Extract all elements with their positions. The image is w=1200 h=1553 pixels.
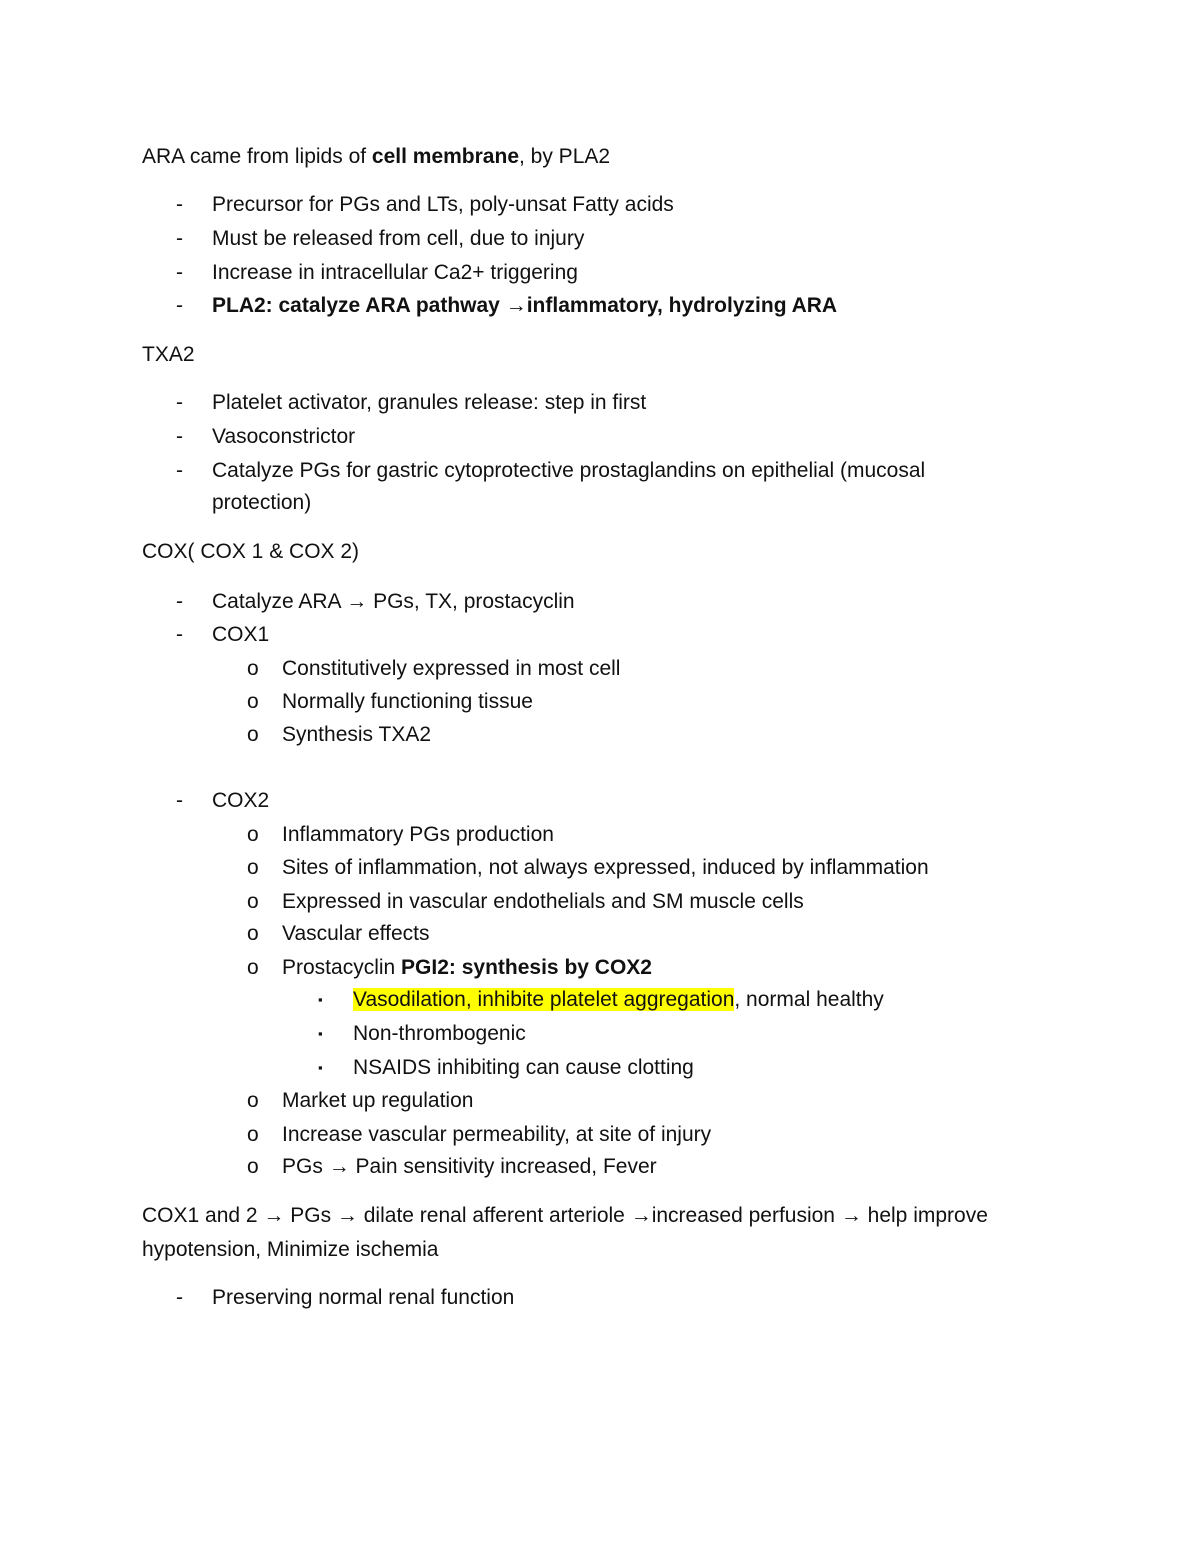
circle-bullet: o xyxy=(247,856,259,879)
pgs-text-end: Pain sensitivity increased, Fever xyxy=(349,1155,657,1178)
catalyze-text: Catalyze ARA xyxy=(212,590,347,613)
arrow-icon: → xyxy=(630,1204,652,1227)
arrow-icon: → xyxy=(336,1204,358,1227)
list-item: Constitutively expressed in most cell xyxy=(282,657,621,680)
renal-heading xyxy=(142,1203,988,1229)
list-item: Increase vascular permeability, at site of injury xyxy=(282,1123,712,1146)
dash-bullet: - xyxy=(176,193,183,216)
circle-bullet: o xyxy=(247,922,259,945)
highlighted-text: Vasodilation, inhibite platelet aggregation xyxy=(353,988,735,1011)
square-bullet: ▪ xyxy=(318,1026,323,1041)
circle-bullet: o xyxy=(247,1155,259,1178)
list-item-bold xyxy=(212,293,837,319)
dash-bullet: - xyxy=(176,590,183,613)
renal-text-3: dilate renal afferent arteriole xyxy=(357,1204,631,1227)
circle-bullet: o xyxy=(247,723,259,746)
square-bullet: ▪ xyxy=(318,992,323,1007)
circle-bullet: o xyxy=(247,1123,259,1146)
dash-bullet: - xyxy=(176,1286,183,1309)
arrow-icon: → xyxy=(263,1204,285,1227)
arrow-icon: → xyxy=(328,1155,350,1178)
renal-text-1: COX1 and 2 xyxy=(142,1204,264,1227)
circle-bullet: o xyxy=(247,956,259,979)
list-item: Precursor for PGs and LTs, poly-unsat Fatty acids xyxy=(212,193,674,216)
list-item: Vascular effects xyxy=(282,922,430,945)
renal-text-5: help improve xyxy=(861,1204,988,1227)
circle-bullet: o xyxy=(247,657,259,680)
dash-bullet: - xyxy=(176,789,183,812)
cox-heading: COX( COX 1 & COX 2) xyxy=(142,540,360,563)
pla2-text: PLA2: catalyze ARA pathway xyxy=(212,294,506,317)
list-item: Vasoconstrictor xyxy=(212,425,356,448)
list-item: Increase in intracellular Ca2+ triggering xyxy=(212,261,578,284)
ara-heading-bold: cell membrane xyxy=(371,145,519,168)
dash-bullet: - xyxy=(176,261,183,284)
cox1-label: COX1 xyxy=(212,623,270,646)
circle-bullet: o xyxy=(247,1089,259,1112)
list-item: Market up regulation xyxy=(282,1089,474,1112)
list-item: Sites of inflammation, not always expressed, induced by inflammation xyxy=(282,856,929,879)
list-item-continuation: protection) xyxy=(212,491,312,514)
pgs-text: PGs xyxy=(282,1155,329,1178)
ara-heading xyxy=(142,144,610,170)
list-item: Preserving normal renal function xyxy=(212,1286,515,1309)
list-item: Must be released from cell, due to injury xyxy=(212,227,585,250)
circle-bullet: o xyxy=(247,890,259,913)
list-item: Inflammatory PGs production xyxy=(282,823,554,846)
list-item: Platelet activator, granules release: step in first xyxy=(212,391,647,414)
circle-bullet: o xyxy=(247,823,259,846)
highlighted-text-end: , normal healthy xyxy=(734,988,884,1011)
list-item xyxy=(282,955,652,981)
renal-text-2: PGs xyxy=(284,1204,337,1227)
renal-heading-continuation: hypotension, Minimize ischemia xyxy=(142,1238,439,1261)
list-item: Expressed in vascular endothelials and SM muscle cells xyxy=(282,890,804,913)
list-item: Catalyze PGs for gastric cytoprotective prostaglandins on epithelial (mucosal xyxy=(212,459,926,482)
dash-bullet: - xyxy=(176,294,183,317)
cox2-label: COX2 xyxy=(212,789,270,812)
prostacyclin-bold: PGI2: synthesis by COX2 xyxy=(401,956,652,979)
square-bullet: ▪ xyxy=(318,1060,323,1075)
dash-bullet: - xyxy=(176,459,183,482)
arrow-icon: → xyxy=(840,1204,862,1227)
renal-text-4: increased perfusion xyxy=(651,1204,841,1227)
ara-heading-text: ARA came from lipids of xyxy=(142,145,372,168)
list-item: Non-thrombogenic xyxy=(353,1022,526,1045)
pla2-text-end: inflammatory, hydrolyzing ARA xyxy=(526,294,838,317)
catalyze-text-end: PGs, TX, prostacyclin xyxy=(367,590,575,613)
dash-bullet: - xyxy=(176,227,183,250)
circle-bullet: o xyxy=(247,690,259,713)
arrow-icon: → xyxy=(346,590,368,613)
list-item: Synthesis TXA2 xyxy=(282,723,432,746)
txa2-heading: TXA2 xyxy=(142,343,195,366)
arrow-icon: → xyxy=(505,294,527,317)
list-item xyxy=(353,987,884,1013)
list-item: Normally functioning tissue xyxy=(282,690,533,713)
list-item xyxy=(212,589,575,615)
dash-bullet: - xyxy=(176,391,183,414)
dash-bullet: - xyxy=(176,425,183,448)
ara-heading-text-end: , by PLA2 xyxy=(519,145,611,168)
prostacyclin-text: Prostacyclin xyxy=(282,956,402,979)
list-item: NSAIDS inhibiting can cause clotting xyxy=(353,1056,694,1079)
dash-bullet: - xyxy=(176,623,183,646)
list-item xyxy=(282,1154,657,1180)
